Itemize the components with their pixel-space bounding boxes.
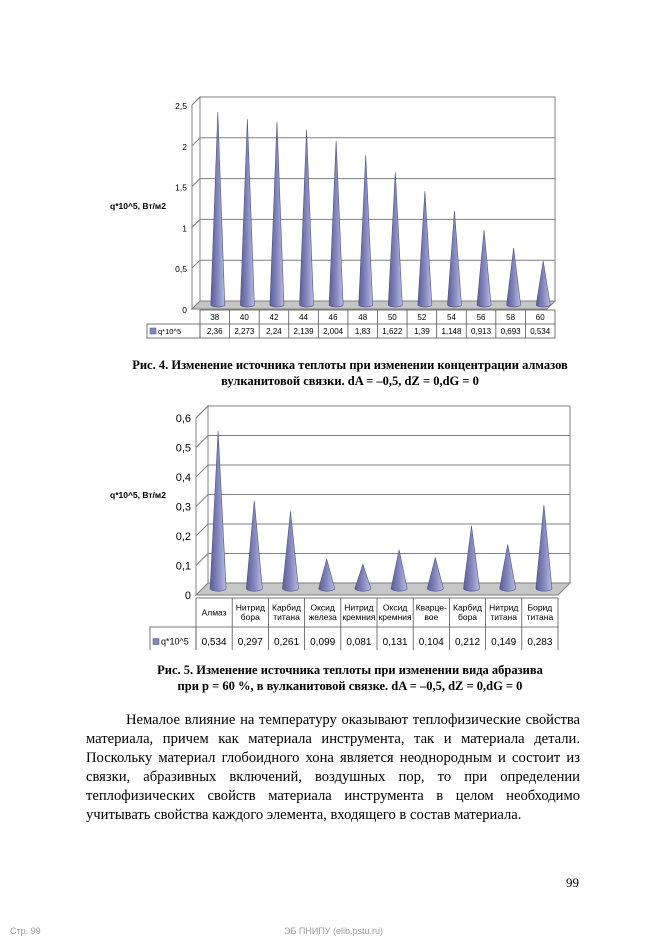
x-category-label: Карбид xyxy=(453,602,482,613)
figure-4-caption xyxy=(100,357,600,389)
y-axis-label: q*10^5, Вт/м2 xyxy=(110,490,166,500)
data-value-label: 0,099 xyxy=(310,637,336,648)
y-tick-label: 0,1 xyxy=(175,560,191,573)
x-category-label: Нитрид xyxy=(489,602,519,613)
y-tick-label: 0,5 xyxy=(175,442,191,455)
chart-fig4 xyxy=(0,88,663,348)
page-number: 99 xyxy=(566,875,579,890)
data-value-label: 0,534 xyxy=(201,637,227,648)
x-category-label: вое xyxy=(424,612,439,623)
x-category-label: 58 xyxy=(506,312,516,322)
data-value-label: 0,081 xyxy=(346,637,372,648)
data-value-label: 2,36 xyxy=(207,326,223,336)
x-category-label: Оксид xyxy=(310,602,335,613)
data-value-label: 1,83 xyxy=(354,326,371,336)
y-tick-label: 1 xyxy=(182,223,187,234)
y-tick-label: 2 xyxy=(182,141,187,152)
figure-5-caption xyxy=(100,662,600,694)
x-category-label: 54 xyxy=(447,312,456,322)
legend-swatch xyxy=(150,328,156,334)
body-paragraph: Немалое влияние на температуру оказывают теплофизические свойства материала, причем как материала инструмента, так и материала детали. Поскольку материал глобоидного хона является неоднородным и состоит из связки, абразивных включений, воздушных пор, то при определении теплофизических свойств материала инструмента в целом необходимо учитывать свойства каждого элемента, входящего в состав материала. xyxy=(86,712,580,823)
x-category-label: 52 xyxy=(417,312,427,322)
data-value-label: 0,693 xyxy=(500,326,521,336)
x-category-label: Оксид xyxy=(382,602,408,613)
chart-fig5 xyxy=(0,398,663,650)
data-value-label: 0,297 xyxy=(237,637,263,648)
x-category-label: 48 xyxy=(358,312,368,322)
x-category-label: Алмаз xyxy=(201,607,227,618)
y-tick-label: 1,5 xyxy=(175,182,187,193)
x-category-label: титана xyxy=(526,612,554,623)
data-value-label: 1,148 xyxy=(441,326,462,336)
x-category-label: Нитрид xyxy=(235,602,265,613)
data-value-label: 1,622 xyxy=(382,326,403,336)
x-category-label: 56 xyxy=(476,312,486,322)
x-category-label: бора xyxy=(240,612,260,623)
figure-4-caption-line2: вулканитовой связки. dA = –0,5, dZ = 0,dG = 0 xyxy=(221,374,479,388)
data-value-label: 0,131 xyxy=(382,637,408,648)
x-category-label: 60 xyxy=(535,312,545,322)
data-value-label: 0,212 xyxy=(454,637,481,648)
y-tick-label: 0,5 xyxy=(175,264,187,275)
legend-series-name: q*10^5 xyxy=(158,327,182,336)
legend-series-name: q*10^5 xyxy=(161,636,189,647)
data-value-label: 2,139 xyxy=(293,326,314,336)
data-value-label: 2,24 xyxy=(266,326,282,336)
x-category-label: 42 xyxy=(269,312,279,322)
data-value-label: 0,149 xyxy=(491,637,517,648)
figure-5-caption-line2: при p = 60 %, в вулканитовой связке. dA = –0,5, dZ = 0,dG = 0 xyxy=(177,679,523,693)
x-category-label: Кварце- xyxy=(415,602,447,613)
y-tick-label: 0,4 xyxy=(175,472,191,484)
y-tick-label: 0 xyxy=(184,590,191,602)
y-tick-label: 0 xyxy=(182,305,187,315)
x-category-label: 50 xyxy=(387,312,397,322)
x-category-label: титана xyxy=(273,612,300,623)
legend-swatch xyxy=(153,639,159,645)
data-value-label: 2,273 xyxy=(234,326,255,336)
footer-page-label: Стр. 99 xyxy=(10,926,41,936)
data-value-label: 0,283 xyxy=(527,637,553,648)
x-category-label: Нитрид xyxy=(344,602,374,613)
data-value-label: 2,004 xyxy=(323,326,344,336)
x-category-label: Борид xyxy=(527,602,553,613)
x-category-label: 46 xyxy=(328,312,338,322)
figure-5-caption-line1: Рис. 5. Изменение источника теплоты при изменении вида абразива xyxy=(157,663,543,677)
data-value-label: 0,261 xyxy=(273,637,300,648)
data-value-label: 1,39 xyxy=(414,326,430,336)
x-category-label: 40 xyxy=(239,312,249,322)
y-tick-label: 0,2 xyxy=(175,531,191,543)
y-axis-label: q*10^5, Вт/м2 xyxy=(110,201,166,211)
footer-source: ЭБ ПНИПУ (elib.pstu.ru) xyxy=(284,926,384,936)
x-category-label: кремния xyxy=(342,612,376,623)
x-category-label: 38 xyxy=(210,312,220,322)
y-tick-label: 0,3 xyxy=(175,501,191,514)
data-value-label: 0,104 xyxy=(418,637,444,648)
x-category-label: бора xyxy=(457,612,478,623)
x-category-label: кремния xyxy=(378,612,412,623)
figure-4-caption-line1: Рис. 4. Изменение источника теплоты при изменении концентрации алмазов xyxy=(132,358,568,372)
data-value-label: 0,534 xyxy=(530,326,551,336)
y-tick-label: 2,5 xyxy=(175,101,187,111)
x-category-label: Карбид xyxy=(272,602,301,613)
plot-side-wall xyxy=(192,97,200,309)
data-value-label: 0,913 xyxy=(471,326,492,336)
y-tick-label: 0,6 xyxy=(175,413,191,425)
x-category-label: титана xyxy=(490,612,517,623)
x-category-label: 44 xyxy=(299,312,308,322)
x-category-label: железа xyxy=(308,612,337,623)
